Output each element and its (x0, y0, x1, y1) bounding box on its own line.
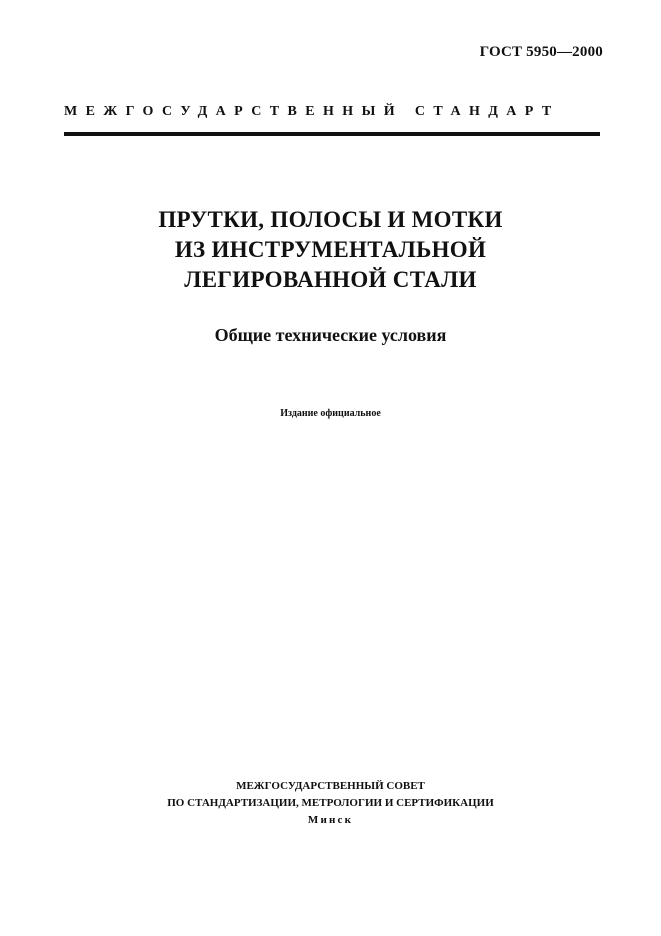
document-title (0, 205, 661, 295)
edition-note: Издание официальное (280, 408, 381, 419)
title-line-2: ИЗ ИНСТРУМЕНТАЛЬНОЙ (174, 237, 487, 262)
publisher-line-2: ПО СТАНДАРТИЗАЦИИ, МЕТРОЛОГИИ И СЕРТИФИКАЦИИ (167, 797, 494, 809)
document-subtitle: Общие технические условия (214, 325, 447, 345)
standard-type-text: МЕЖГОСУДАРСТВЕННЫЙ СТАНДАРТ (64, 104, 560, 119)
publisher-city: Минск (307, 814, 354, 826)
document-code: ГОСТ 5950—2000 (479, 44, 603, 60)
standard-type-heading (64, 104, 600, 120)
publisher-block (0, 778, 661, 829)
title-line-1: ПРУТКИ, ПОЛОСЫ И МОТКИ (158, 207, 503, 232)
publisher-line-1: МЕЖГОСУДАРСТВЕННЫЙ СОВЕТ (236, 780, 425, 792)
title-line-3: ЛЕГИРОВАННОЙ СТАЛИ (184, 267, 477, 292)
header-rule (64, 132, 600, 136)
